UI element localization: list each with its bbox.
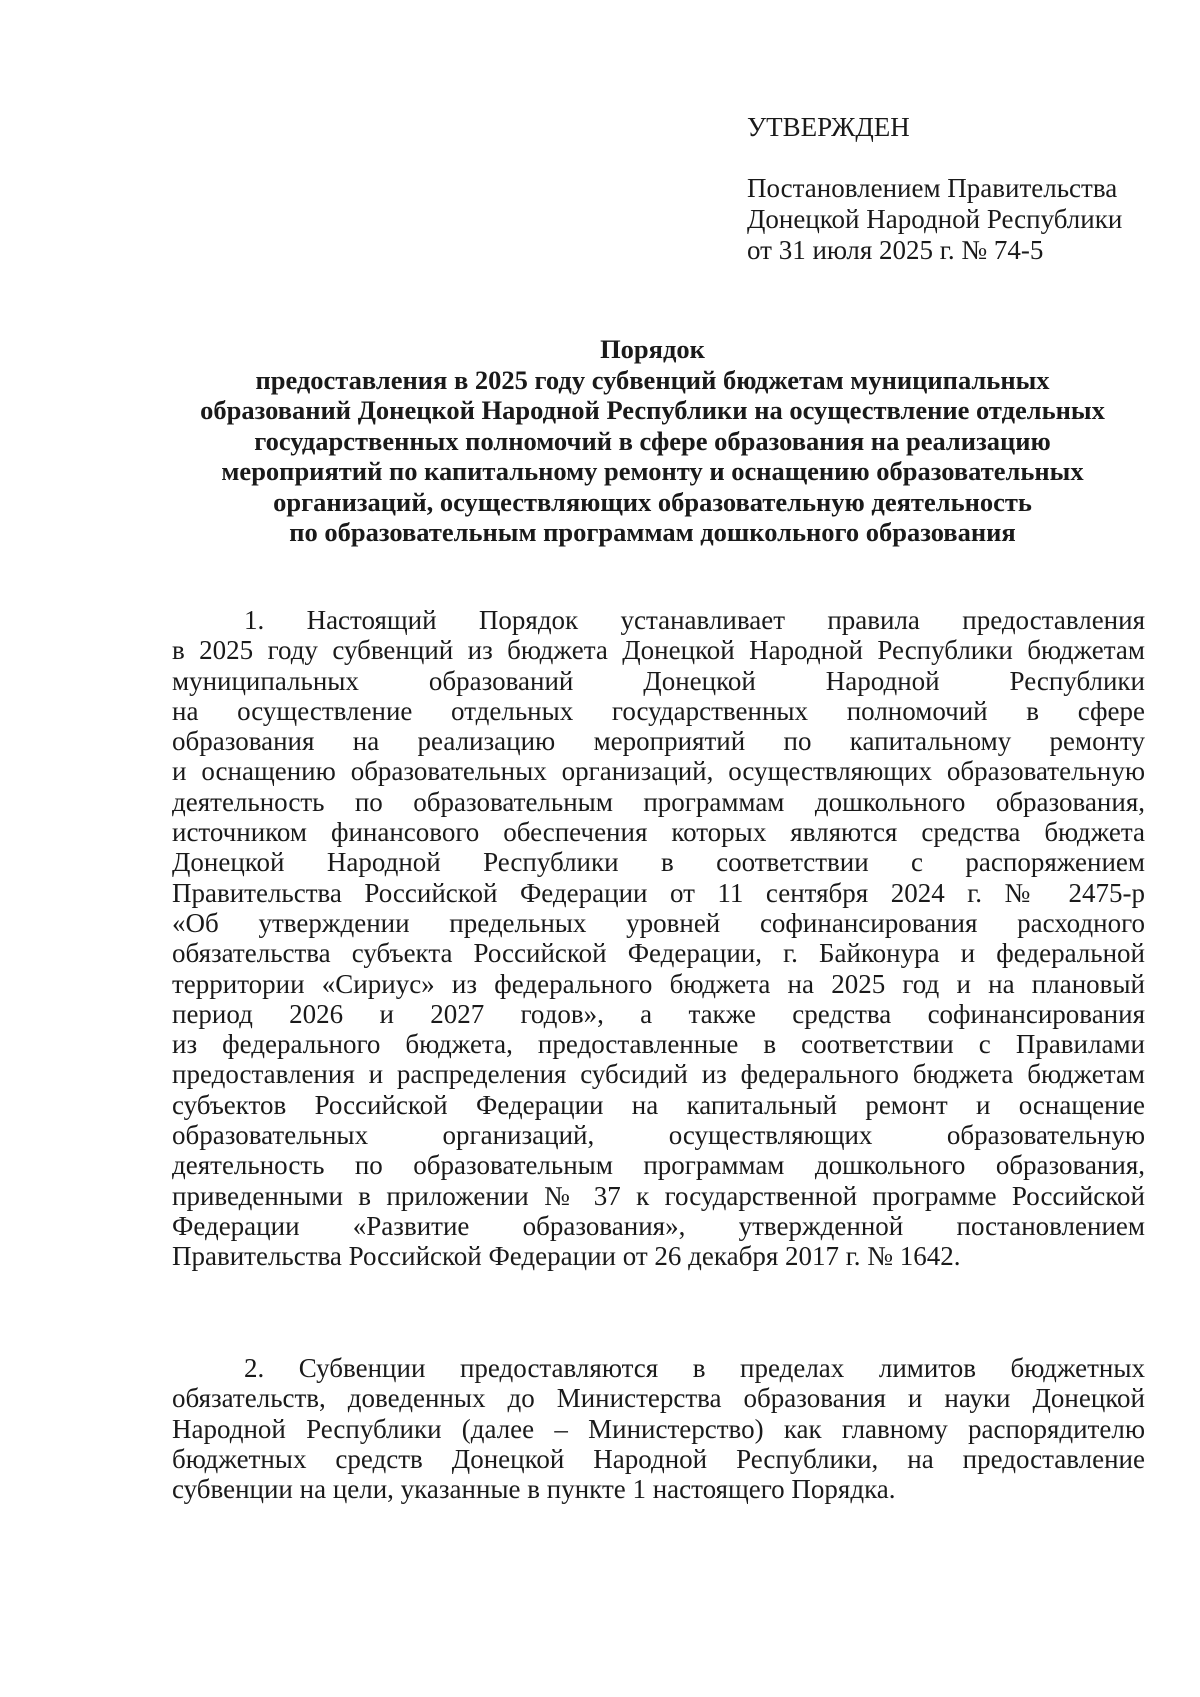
document-title-line: мероприятий по капитальному ремонту и оснащению образовательных [221,456,1084,486]
document-title-line: организаций, осуществляющих образовательную деятельность [273,486,1032,517]
paragraph-line: «Об утверждении предельных уровней софинансирования расходного [172,907,1145,938]
paragraph-line: приведенными в приложении № 37 к государственной программе Российской [172,1180,1145,1211]
paragraph-line: предоставления и распределения субсидий из федерального бюджета бюджетам [172,1059,1145,1090]
paragraph-line: из федерального бюджета, предоставленные в соответствии с Правилами [172,1029,1145,1060]
paragraph-line: деятельность по образовательным программам дошкольного образования, [172,786,1145,817]
paragraph-line: 1. Настоящий Порядок устанавливает правила предоставления [244,605,1145,635]
paragraph-line: обязательств, доведенных до Министерства образования и науки Донецкой [172,1383,1145,1414]
document-title-line: предоставления в 2025 году субвенций бюджетам муниципальных [255,364,1050,395]
paragraph-line: на осуществление отдельных государственных полномочий в сфере [172,695,1145,726]
paragraph-line: бюджетных средств Донецкой Народной Республики, на предоставление [172,1443,1145,1474]
paragraph-line: обязательства субъекта Российской Федерации, г. Байконура и федеральной [172,938,1145,969]
paragraph-line: образования на реализацию мероприятий по капитальному ремонту [172,726,1145,757]
paragraph-line: деятельность по образовательным программам дошкольного образования, [172,1150,1145,1181]
paragraph-2 [172,1353,1145,1504]
approval-line: Постановлением Правительства [747,173,1118,203]
approval-line: Донецкой Народной Республики [747,204,1123,234]
paragraph-line: образовательных организаций, осуществляющих образовательную [172,1120,1145,1151]
paragraph-line: Федерации «Развитие образования», утвержденной постановлением [172,1210,1145,1241]
document-title [160,334,1145,548]
paragraph-line: период 2026 и 2027 годов», а также средства софинансирования [172,998,1145,1029]
document-title-line: по образовательным программам дошкольного образования [289,517,1016,547]
approval-stamp [747,112,1167,266]
document-title-line: образований Донецкой Народной Республики на осуществление отдельных [200,395,1105,425]
paragraph-line: субвенции на цели, указанные в пункте 1 настоящего Порядка. [172,1474,896,1505]
paragraph-line: субъектов Российской Федерации на капитальный ремонт и оснащение [172,1089,1145,1120]
paragraph-line: территории «Сириус» из федерального бюджета на 2025 год и на плановый [172,968,1145,999]
document-title-line: государственных полномочий в сфере образования на реализацию [254,425,1051,456]
paragraph-line: Правительства Российской Федерации от 11 сентября 2024 г. № 2475-р [172,877,1145,908]
paragraph-line: Донецкой Народной Республики в соответствии с распоряжением [172,847,1145,878]
paragraph-line: 2. Субвенции предоставляются в пределах лимитов бюджетных [244,1353,1145,1383]
paragraph-line: Правительства Российской Федерации от 26 декабря 2017 г. № 1642. [172,1241,961,1272]
paragraph-line: и оснащению образовательных организаций, осуществляющих образовательную [172,756,1145,787]
approval-title: УТВЕРЖДЕН [747,112,910,142]
paragraph-1 [172,605,1145,1272]
paragraph-line: источником финансового обеспечения которых являются средства бюджета [172,817,1145,848]
paragraph-line: Народной Республики (далее – Министерство) как главному распорядителю [172,1413,1145,1444]
document-title-line: Порядок [600,334,705,364]
paragraph-line: в 2025 году субвенций из бюджета Донецкой Народной Республики бюджетам [172,635,1145,666]
paragraph-line: муниципальных образований Донецкой Народной Республики [172,665,1145,696]
approval-line: от 31 июля 2025 г. № 74-5 [747,235,1044,265]
